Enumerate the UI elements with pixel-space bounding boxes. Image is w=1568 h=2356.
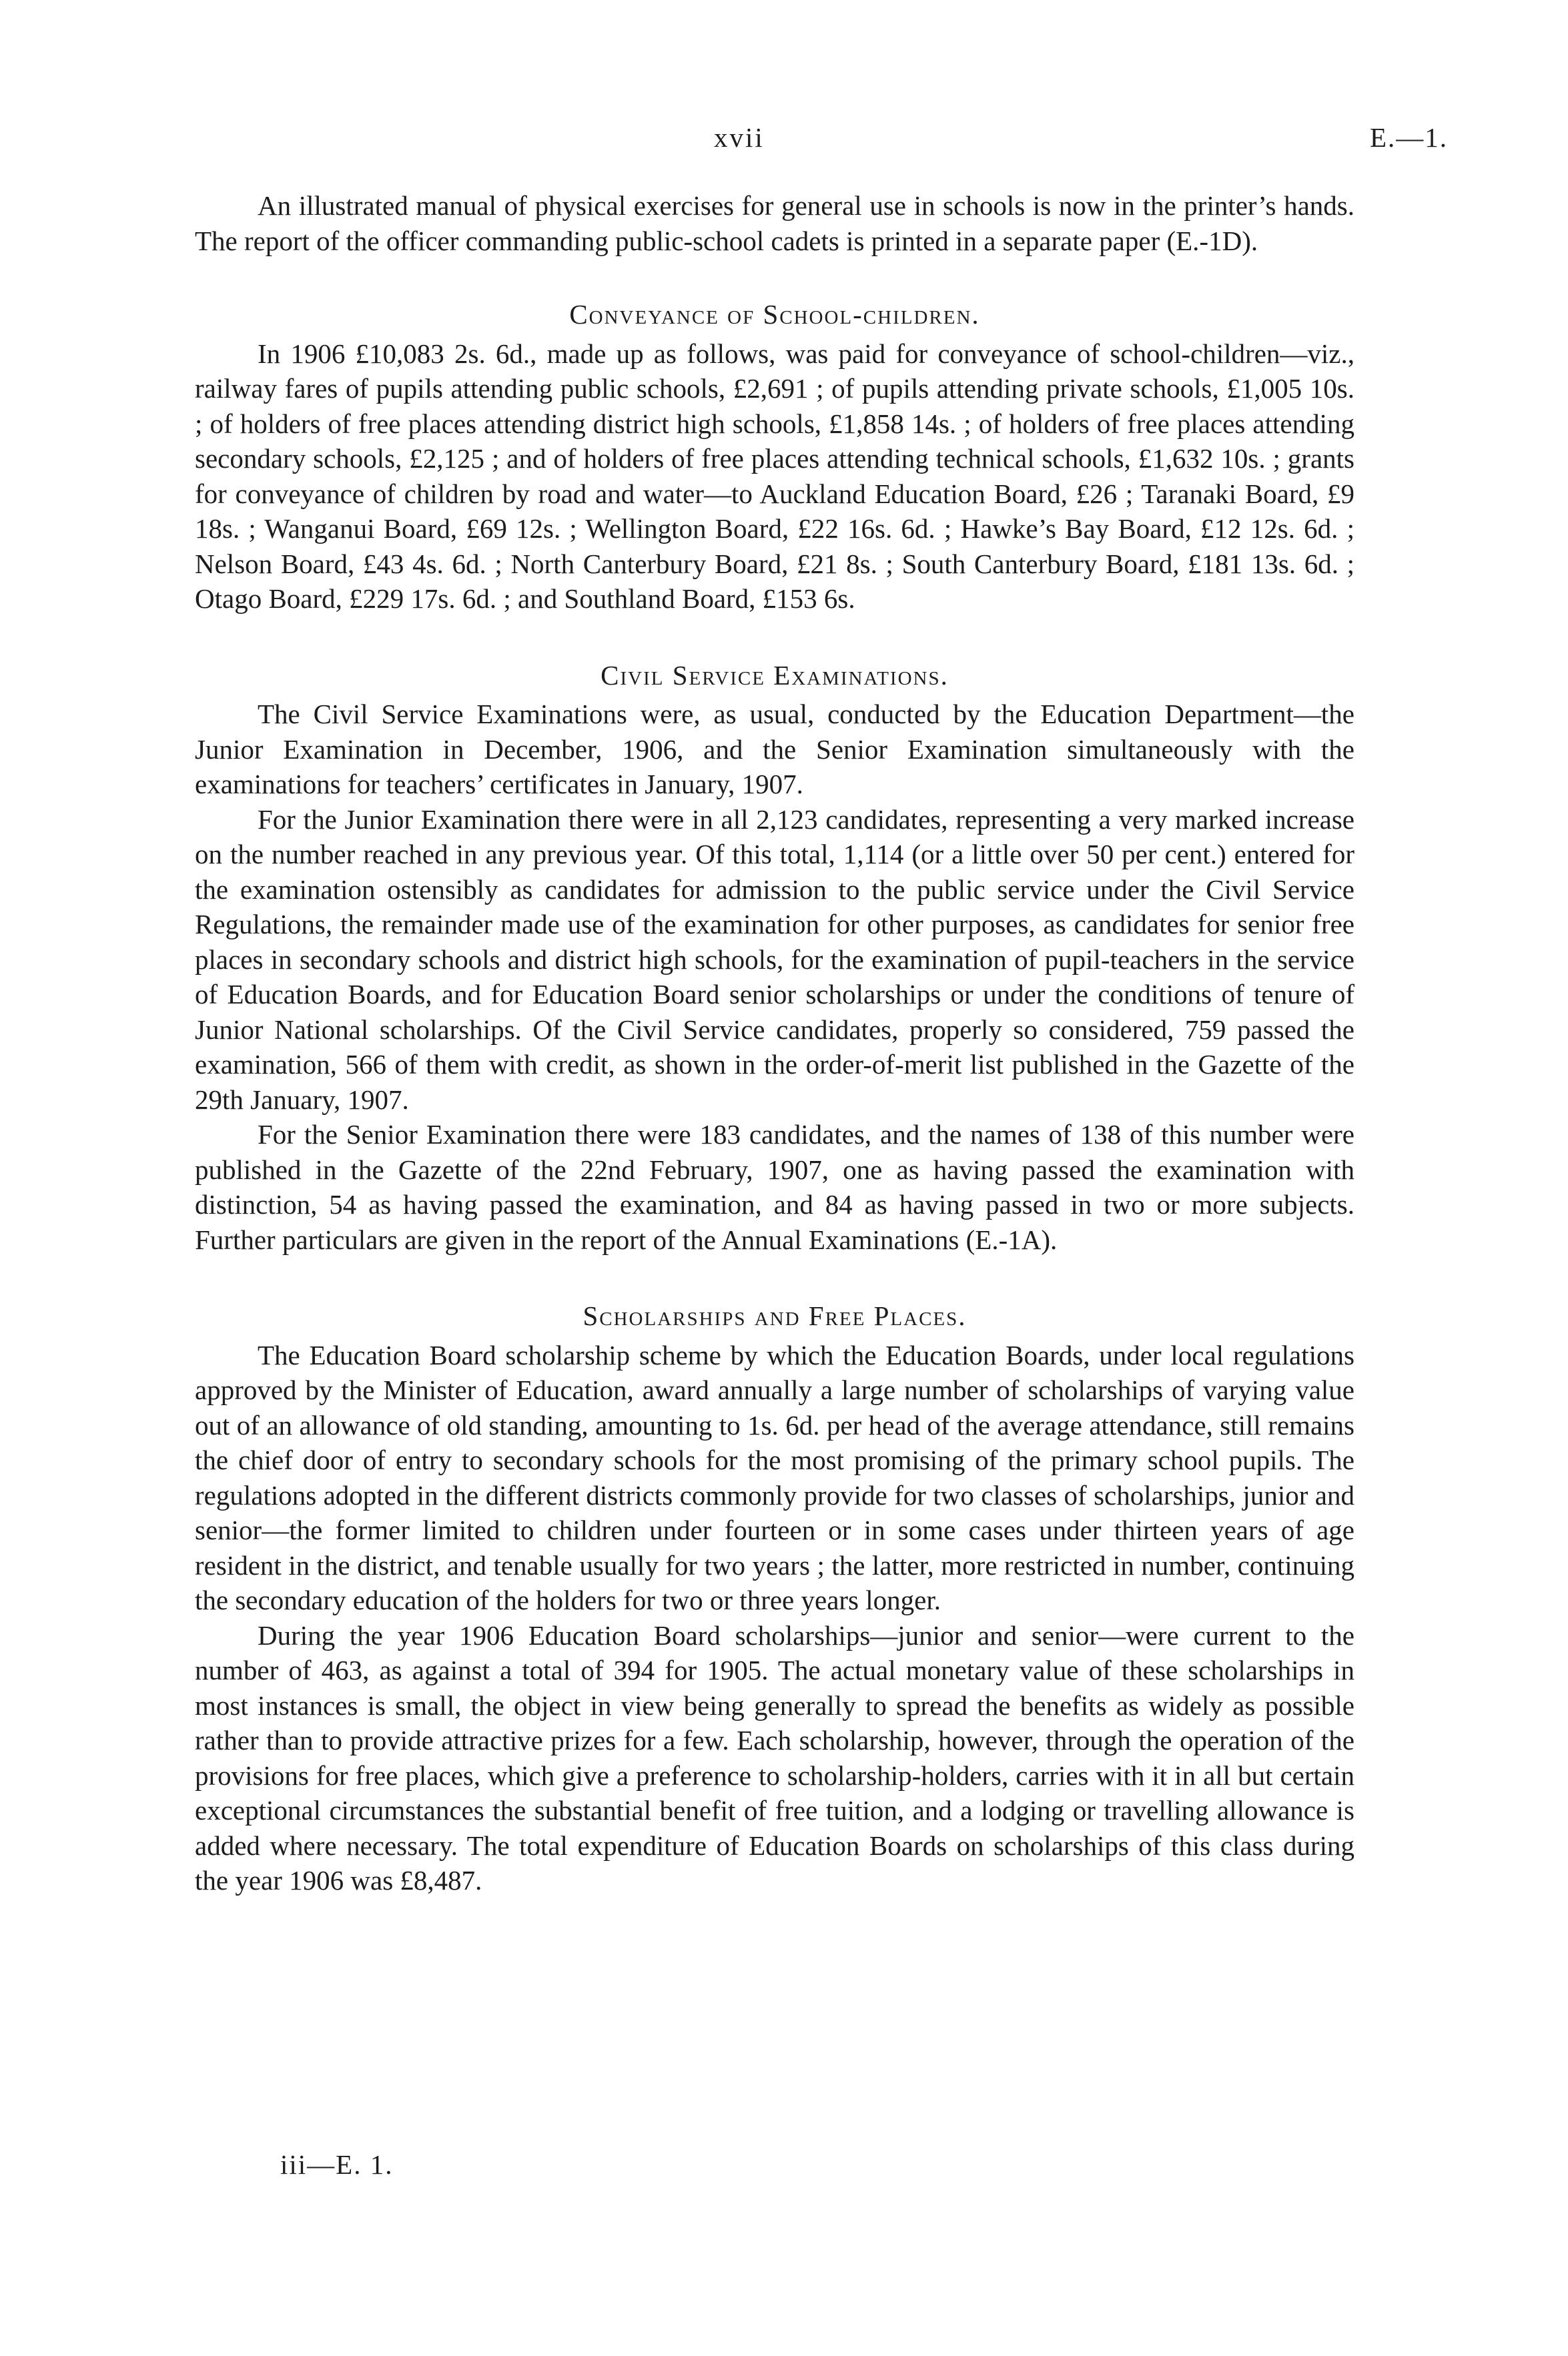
document-body	[195, 188, 1354, 1898]
conveyance-heading: Conveyance of School-children.	[569, 299, 980, 330]
document-reference: E.—1.	[1369, 122, 1448, 153]
page-header	[0, 121, 1568, 168]
intro-paragraph: An illustrated manual of physical exercises for general use in schools is now in the printer’s hands. The report of the officer commanding public-school cadets is printed in a separate paper (E.-1D).	[195, 190, 1354, 256]
civil-service-paragraph-3: For the Senior Examination there were 183 candidates, and the names of 138 of this number were published in the Gazette of the 22nd February, 1907, one as having passed the examination with distinction, 54 as having passed the examination, and 84 as having passed in two or more subjects. Further particulars are given in the report of the Annual Examinations (E.-1A).	[195, 1119, 1354, 1255]
signature-mark: iii—E. 1.	[280, 2149, 394, 2180]
civil-service-heading: Civil Service Examinations.	[601, 659, 949, 691]
civil-service-paragraph-2: For the Junior Examination there were in all 2,123 candidates, representing a very marked increase on the number reached in any previous year. Of this total, 1,114 (or a little over 50 per cent.) entered for the examination ostensibly as candidates for admission to the public service under the Civil Service Regulations, the remainder made use of the examination for other purposes, as candidates for senior free places in secondary schools and district high schools, for the examination of pupil-teachers in the service of Education Boards, and for Education Board senior scholarships or under the conditions of tenure of Junior National scholarships. Of the Civil Service candidates, properly so considered, 759 passed the examination, 566 of them with credit, as shown in the order-of-merit list published in the Gazette of the 29th January, 1907.	[195, 803, 1354, 1115]
scholarships-heading: Scholarships and Free Places.	[582, 1300, 967, 1331]
civil-service-paragraph-1: The Civil Service Examinations were, as usual, conducted by the Education Department—the Junior Examination in December, 1906, and the Senior Examination simultaneously with the examinations for teachers’ certificates in January, 1907.	[195, 699, 1354, 799]
scholarships-paragraph-1: The Education Board scholarship scheme by which the Education Boards, under local regulations approved by the Minister of Education, award annually a large number of scholarships of varying value out of an allowance of old standing, amounting to 1s. 6d. per head of the average attendance, still remains the chief door of entry to secondary schools for the most promising of the primary school pupils. The regulations adopted in the different districts commonly provide for two classes of scholarships, junior and senior—the former limited to children under fourteen or in some cases under thirteen years of age resident in the district, and tenable usually for two years ; the latter, more restricted in number, continuing the secondary education of the holders for two or three years longer.	[195, 1339, 1354, 1615]
conveyance-paragraph: In 1906 £10,083 2s. 6d., made up as follows, was paid for conveyance of school-children—viz., railway fares of pupils attending public schools, £2,691 ; of pupils attending private schools, £1,005 10s. ; of holders of free places attending district high schools, £1,858 14s. ; of holders of free places attending secondary schools, £2,125 ; and of holders of free places attending technical schools, £1,632 10s. ; grants for conveyance of children by road and water—to Auckland Education Board, £26 ; Taranaki Board, £9 18s. ; Wanganui Board, £69 12s. ; Wellington Board, £22 16s. 6d. ; Hawke’s Bay Board, £12 12s. 6d. ; Nelson Board, £43 4s. 6d. ; North Canterbury Board, £21 8s. ; South Canterbury Board, £181 13s. 6d. ; Otago Board, £229 17s. 6d. ; and Southland Board, £153 6s.	[195, 338, 1354, 614]
scholarships-paragraph-2: During the year 1906 Education Board scholarships—junior and senior—were current to the number of 463, as against a total of 394 for 1905. The actual monetary value of these scholarships in most instances is small, the object in view being generally to spread the benefits as widely as possible rather than to provide attractive prizes for a few. Each scholarship, however, through the operation of the provisions for free places, which give a preference to scholarship-holders, carries with it in all but certain exceptional circumstances the substantial benefit of free tuition, and a lodging or travelling allowance is added where necessary. The total expenditure of Education Boards on scholarships of this class during the year 1906 was £8,487.	[195, 1619, 1354, 1896]
page-number: xvii	[714, 122, 765, 153]
